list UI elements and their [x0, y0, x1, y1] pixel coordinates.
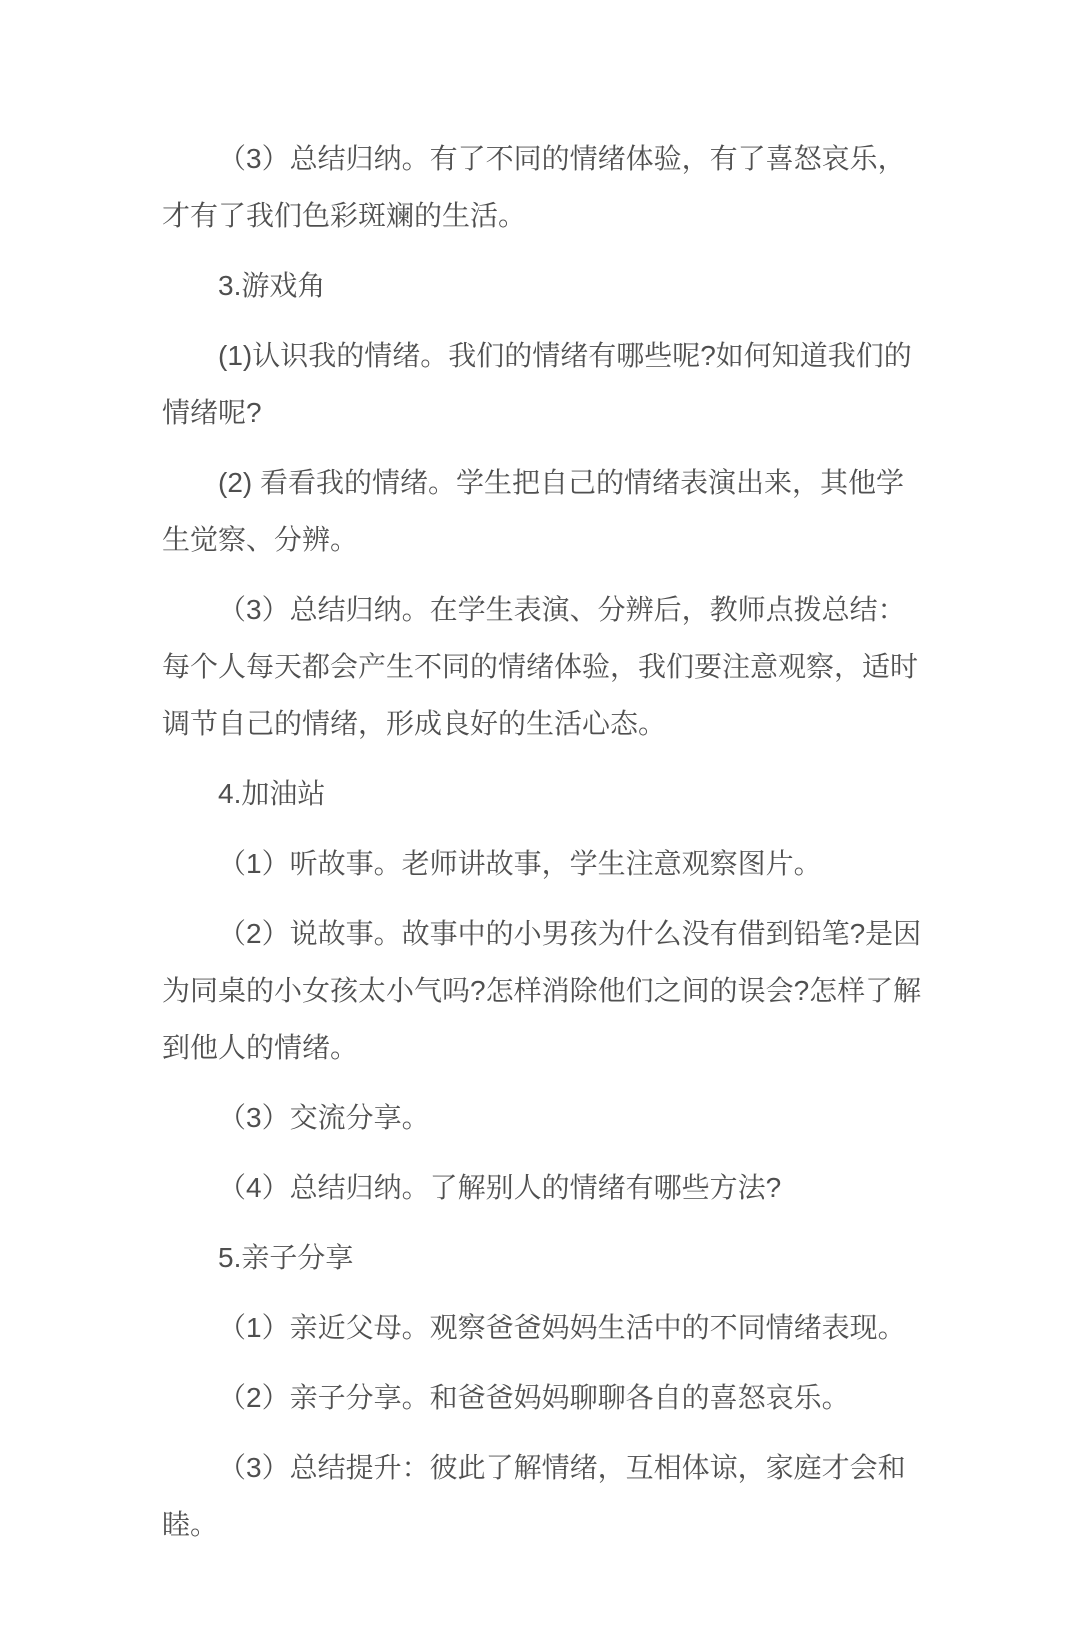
paragraph: （3）交流分享。 [218, 1102, 430, 1133]
paragraph: （3）总结归纳。在学生表演、分辨后，教师点拨总结：每个人每天都会产生不同的情绪体验，我们要注意观察，适时调节自己的情绪，形成良好的生活心态。 [162, 594, 919, 739]
paragraph: （2）亲子分享。和爸爸妈妈聊聊各自的喜怒哀乐。 [218, 1382, 850, 1413]
paragraph: （1）亲近父母。观察爸爸妈妈生活中的不同情绪表现。 [218, 1312, 906, 1343]
section-heading: 3.游戏角 [218, 270, 326, 301]
paragraph: （2）说故事。故事中的小男孩为什么没有借到铅笔?是因为同桌的小女孩太小气吗?怎样消除他们之间的误会?怎样了解到他人的情绪。 [162, 918, 922, 1063]
paragraph: (1)认识我的情绪。我们的情绪有哪些呢?如何知道我们的情绪呢? [162, 340, 912, 428]
paragraph: （4）总结归纳。了解别人的情绪有哪些方法? [218, 1172, 782, 1203]
section-heading: 5.亲子分享 [218, 1242, 354, 1273]
paragraph: （3）总结归纳。有了不同的情绪体验，有了喜怒哀乐，才有了我们色彩斑斓的生活。 [162, 143, 906, 231]
paragraph: （3）总结提升：彼此了解情绪，互相体谅，家庭才会和睦。 [162, 1452, 906, 1540]
paragraph: (2) 看看我的情绪。学生把自己的情绪表演出来，其他学生觉察、分辨。 [162, 467, 905, 555]
paragraph: （1）听故事。老师讲故事，学生注意观察图片。 [218, 848, 822, 879]
section-heading: 4.加油站 [218, 778, 326, 809]
document-content [162, 130, 922, 1553]
